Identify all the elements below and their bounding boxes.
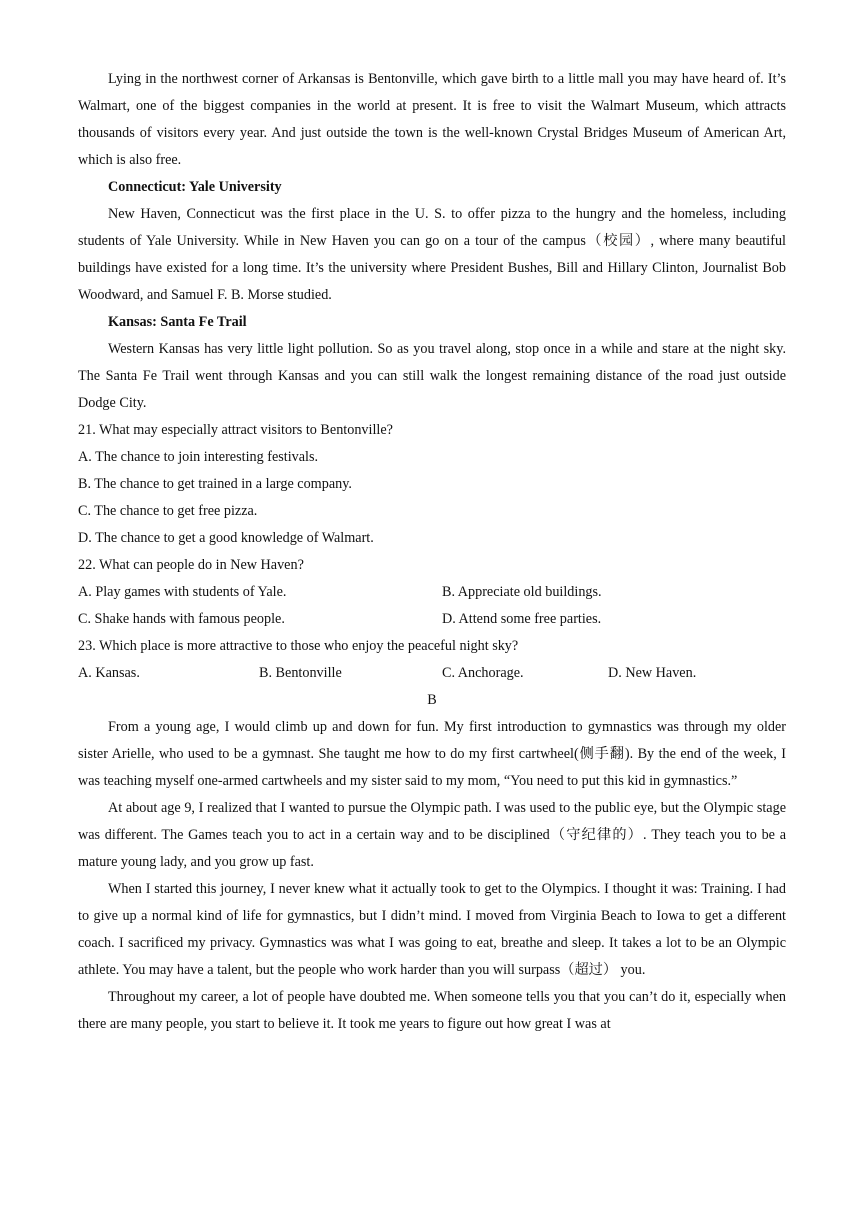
gymnastics-paragraph-3: When I started this journey, I never knew what it actually took to get to the Olympics. I thought it was: Training. I had to give up a normal kind of life for gymnastics, but I didn’t mind. I moved from Virginia Beach to Iowa to get a different coach. I sacrificed my privacy. Gymnastics was what I was going to eat, breathe and sleep. It takes a lot to be an Olympic athlete. You may have a talent, but the people who work harder than you will surpass（超过） you. — [78, 881, 786, 978]
question-22-options-row-1 — [78, 579, 786, 606]
question-23-option-c: C. Anchorage. — [442, 665, 524, 681]
question-22-option-b: B. Appreciate old buildings. — [442, 584, 602, 600]
document-page — [78, 66, 786, 1038]
section-b-label: B — [427, 692, 437, 708]
kansas-heading: Kansas: Santa Fe Trail — [108, 314, 247, 330]
question-21-stem: 21. What may especially attract visitors to Bentonville? — [78, 422, 393, 438]
connecticut-heading: Connecticut: Yale University — [108, 179, 282, 195]
question-21-option-c: C. The chance to get free pizza. — [78, 503, 258, 519]
connecticut-paragraph: New Haven, Connecticut was the first place in the U. S. to offer pizza to the hungry and the homeless, including students of Yale University. While in New Haven you can go on a tour of the campus（校园）, where many beautiful buildings have existed for a long time. It’s the university where President Bushes, Bill and Hillary Clinton, Journalist Bob Woodward, and Samuel F. B. Morse studied. — [78, 206, 786, 303]
question-21-option-a: A. The chance to join interesting festivals. — [78, 449, 319, 465]
kansas-paragraph: Western Kansas has very little light pollution. So as you travel along, stop once in a while and stare at the night sky. The Santa Fe Trail went through Kansas and you can still walk the longest remaining distance of the road just outside Dodge City. — [78, 341, 786, 411]
question-23-option-d: D. New Haven. — [608, 665, 697, 681]
question-23-option-b: B. Bentonville — [259, 665, 342, 681]
question-22-options-row-2 — [78, 606, 786, 633]
gymnastics-paragraph-2: At about age 9, I realized that I wanted to pursue the Olympic path. I was used to the public eye, but the Olympic stage was different. The Games teach you to act in a certain way and to be disciplined（守纪律的）. They teach you to be a mature young lady, and you grow up fast. — [78, 800, 786, 870]
bentonville-paragraph: Lying in the northwest corner of Arkansas is Bentonville, which gave birth to a little mall you may have heard of. It’s Walmart, one of the biggest companies in the world at present. It is free to visit the Walmart Museum, which attracts thousands of visitors every year. And just outside the town is the well-known Crystal Bridges Museum of American Art, which is also free. — [78, 71, 786, 168]
gymnastics-paragraph-4: Throughout my career, a lot of people have doubted me. When someone tells you that you can’t do it, especially when there are many people, you start to believe it. It took me years to figure out how great I was at — [78, 989, 786, 1032]
question-22-option-d: D. Attend some free parties. — [442, 611, 602, 627]
question-23-options-row — [78, 660, 786, 687]
gymnastics-paragraph-1: From a young age, I would climb up and down for fun. My first introduction to gymnastics was through my older sister Arielle, who used to be a gymnast. She taught me how to do my first cartwheel(侧手翻). By the end of the week, I was teaching myself one-armed cartwheels and my sister said to my mom, “You need to put this kid in gymnastics.” — [78, 719, 786, 789]
question-23-stem: 23. Which place is more attractive to those who enjoy the peaceful night sky? — [78, 638, 519, 654]
question-21-option-b: B. The chance to get trained in a large company. — [78, 476, 352, 492]
question-22-option-a: A. Play games with students of Yale. — [78, 584, 287, 600]
question-21 — [78, 417, 786, 552]
question-21-option-d: D. The chance to get a good knowledge of Walmart. — [78, 530, 374, 546]
question-22-stem: 22. What can people do in New Haven? — [78, 557, 304, 573]
question-23 — [78, 633, 786, 687]
question-22-option-c: C. Shake hands with famous people. — [78, 611, 285, 627]
question-22 — [78, 552, 786, 633]
question-23-option-a: A. Kansas. — [78, 665, 140, 681]
